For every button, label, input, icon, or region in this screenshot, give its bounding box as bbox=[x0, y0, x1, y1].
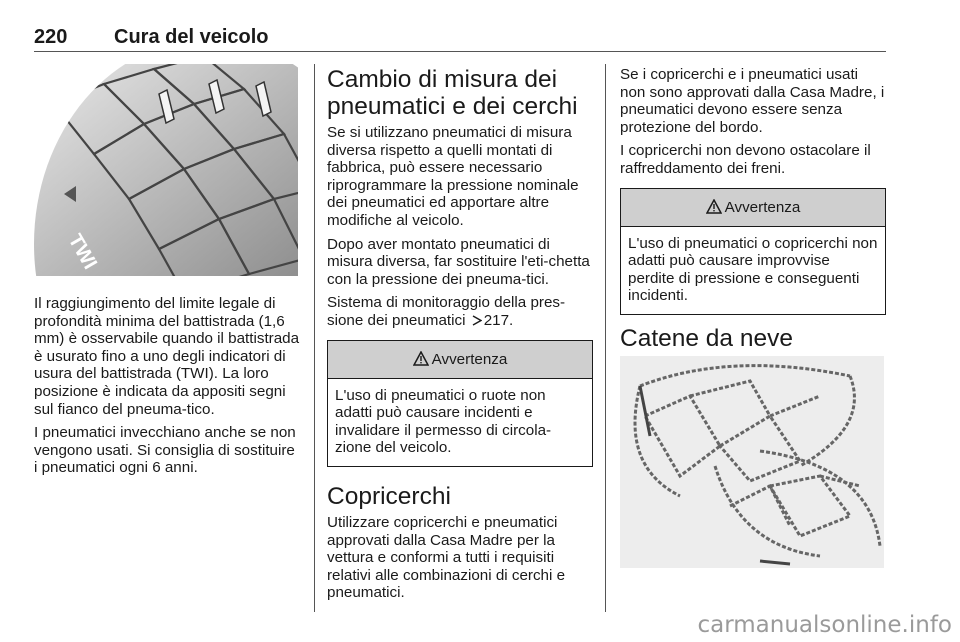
middle-column bbox=[327, 66, 593, 608]
paragraph-hubcaps: Utilizzare copricerchi e pneumatici approvati dalla Casa Madre per la vettura e conformi a tutti i requisiti relativi alle combinazioni di cerchi e pneumatici. bbox=[327, 513, 566, 602]
snow-chains-illustration bbox=[620, 356, 884, 568]
warning-box-wheels bbox=[327, 340, 593, 467]
header-divider bbox=[34, 51, 886, 52]
reference-text: Sistema di monitoraggio della pres-sione dei pneumatici bbox=[327, 294, 566, 329]
paragraph-tire-age: I pneumatici invecchiano anche se non vengono usati. Si consiglia di sostituire i pneumatici ogni 6 anni. bbox=[34, 424, 296, 477]
watermark: carmanualsonline.info bbox=[697, 612, 952, 638]
column-divider-left bbox=[314, 64, 315, 612]
heading-size-change: Cambio di misura dei pneumatici e dei cerchi bbox=[327, 66, 578, 120]
paragraph-tread-limit: Il raggiungimento del limite legale di profondità minima del battistrada (1,6 mm) è osservabile quando il battistrada è usurato fino a uno degli indicatori di usura del battistrada (TWI). La loro posizione è indicata da appositi segni sul fianco del pneuma-tico. bbox=[34, 295, 300, 418]
tire-tread-illustration bbox=[34, 64, 298, 276]
page-reference-icon bbox=[472, 315, 482, 326]
heading-hubcaps: Copricerchi bbox=[327, 482, 451, 510]
column-divider-right bbox=[605, 64, 606, 612]
warning-icon bbox=[413, 351, 429, 366]
warning-box-hubcaps bbox=[620, 188, 886, 315]
warning-title: Avvertenza bbox=[724, 198, 801, 216]
paragraph-brake-cooling: I copricerchi non devono ostacolare il raffreddamento dei freni. bbox=[620, 142, 871, 177]
warning-title: Avvertenza bbox=[431, 350, 508, 368]
heading-snow-chains: Catene da neve bbox=[620, 324, 793, 352]
twi-label: TWI bbox=[63, 230, 102, 274]
paragraph-size-change-2: Dopo aver montato pneumatici di misura diversa, far sostituire l'eti-chetta con la pressione dei pneuma-tici. bbox=[327, 235, 590, 288]
page-title: Cura del veicolo bbox=[114, 26, 269, 48]
page-header bbox=[34, 22, 886, 52]
paragraph-tpms-reference bbox=[327, 294, 593, 329]
reference-page-link[interactable]: 217. bbox=[483, 311, 514, 329]
warning-text: L'uso di pneumatici o ruote non adatti può causare incidenti e invalidare il permesso di circola-zione del veicolo. bbox=[335, 386, 552, 457]
paragraph-hubcaps-approval: Se i copricerchi e i pneumatici usati non sono approvati dalla Casa Madre, i pneumatici devono essere senza protezione del bordo. bbox=[620, 66, 885, 136]
right-column bbox=[620, 66, 886, 356]
warning-text: L'uso di pneumatici o copricerchi non adatti può causare improvvise perdite di pressione e conseguenti incidenti. bbox=[628, 234, 878, 305]
left-column bbox=[34, 295, 300, 483]
warning-icon bbox=[706, 199, 722, 214]
page-number: 220 bbox=[34, 26, 68, 48]
paragraph-size-change-1: Se si utilizzano pneumatici di misura diversa rispetto a quelli montati di fabbrica, può essere necessario riprogrammare la pressione nominale dei pneumatici ed apportare altre modifiche al veicolo. bbox=[327, 124, 579, 229]
